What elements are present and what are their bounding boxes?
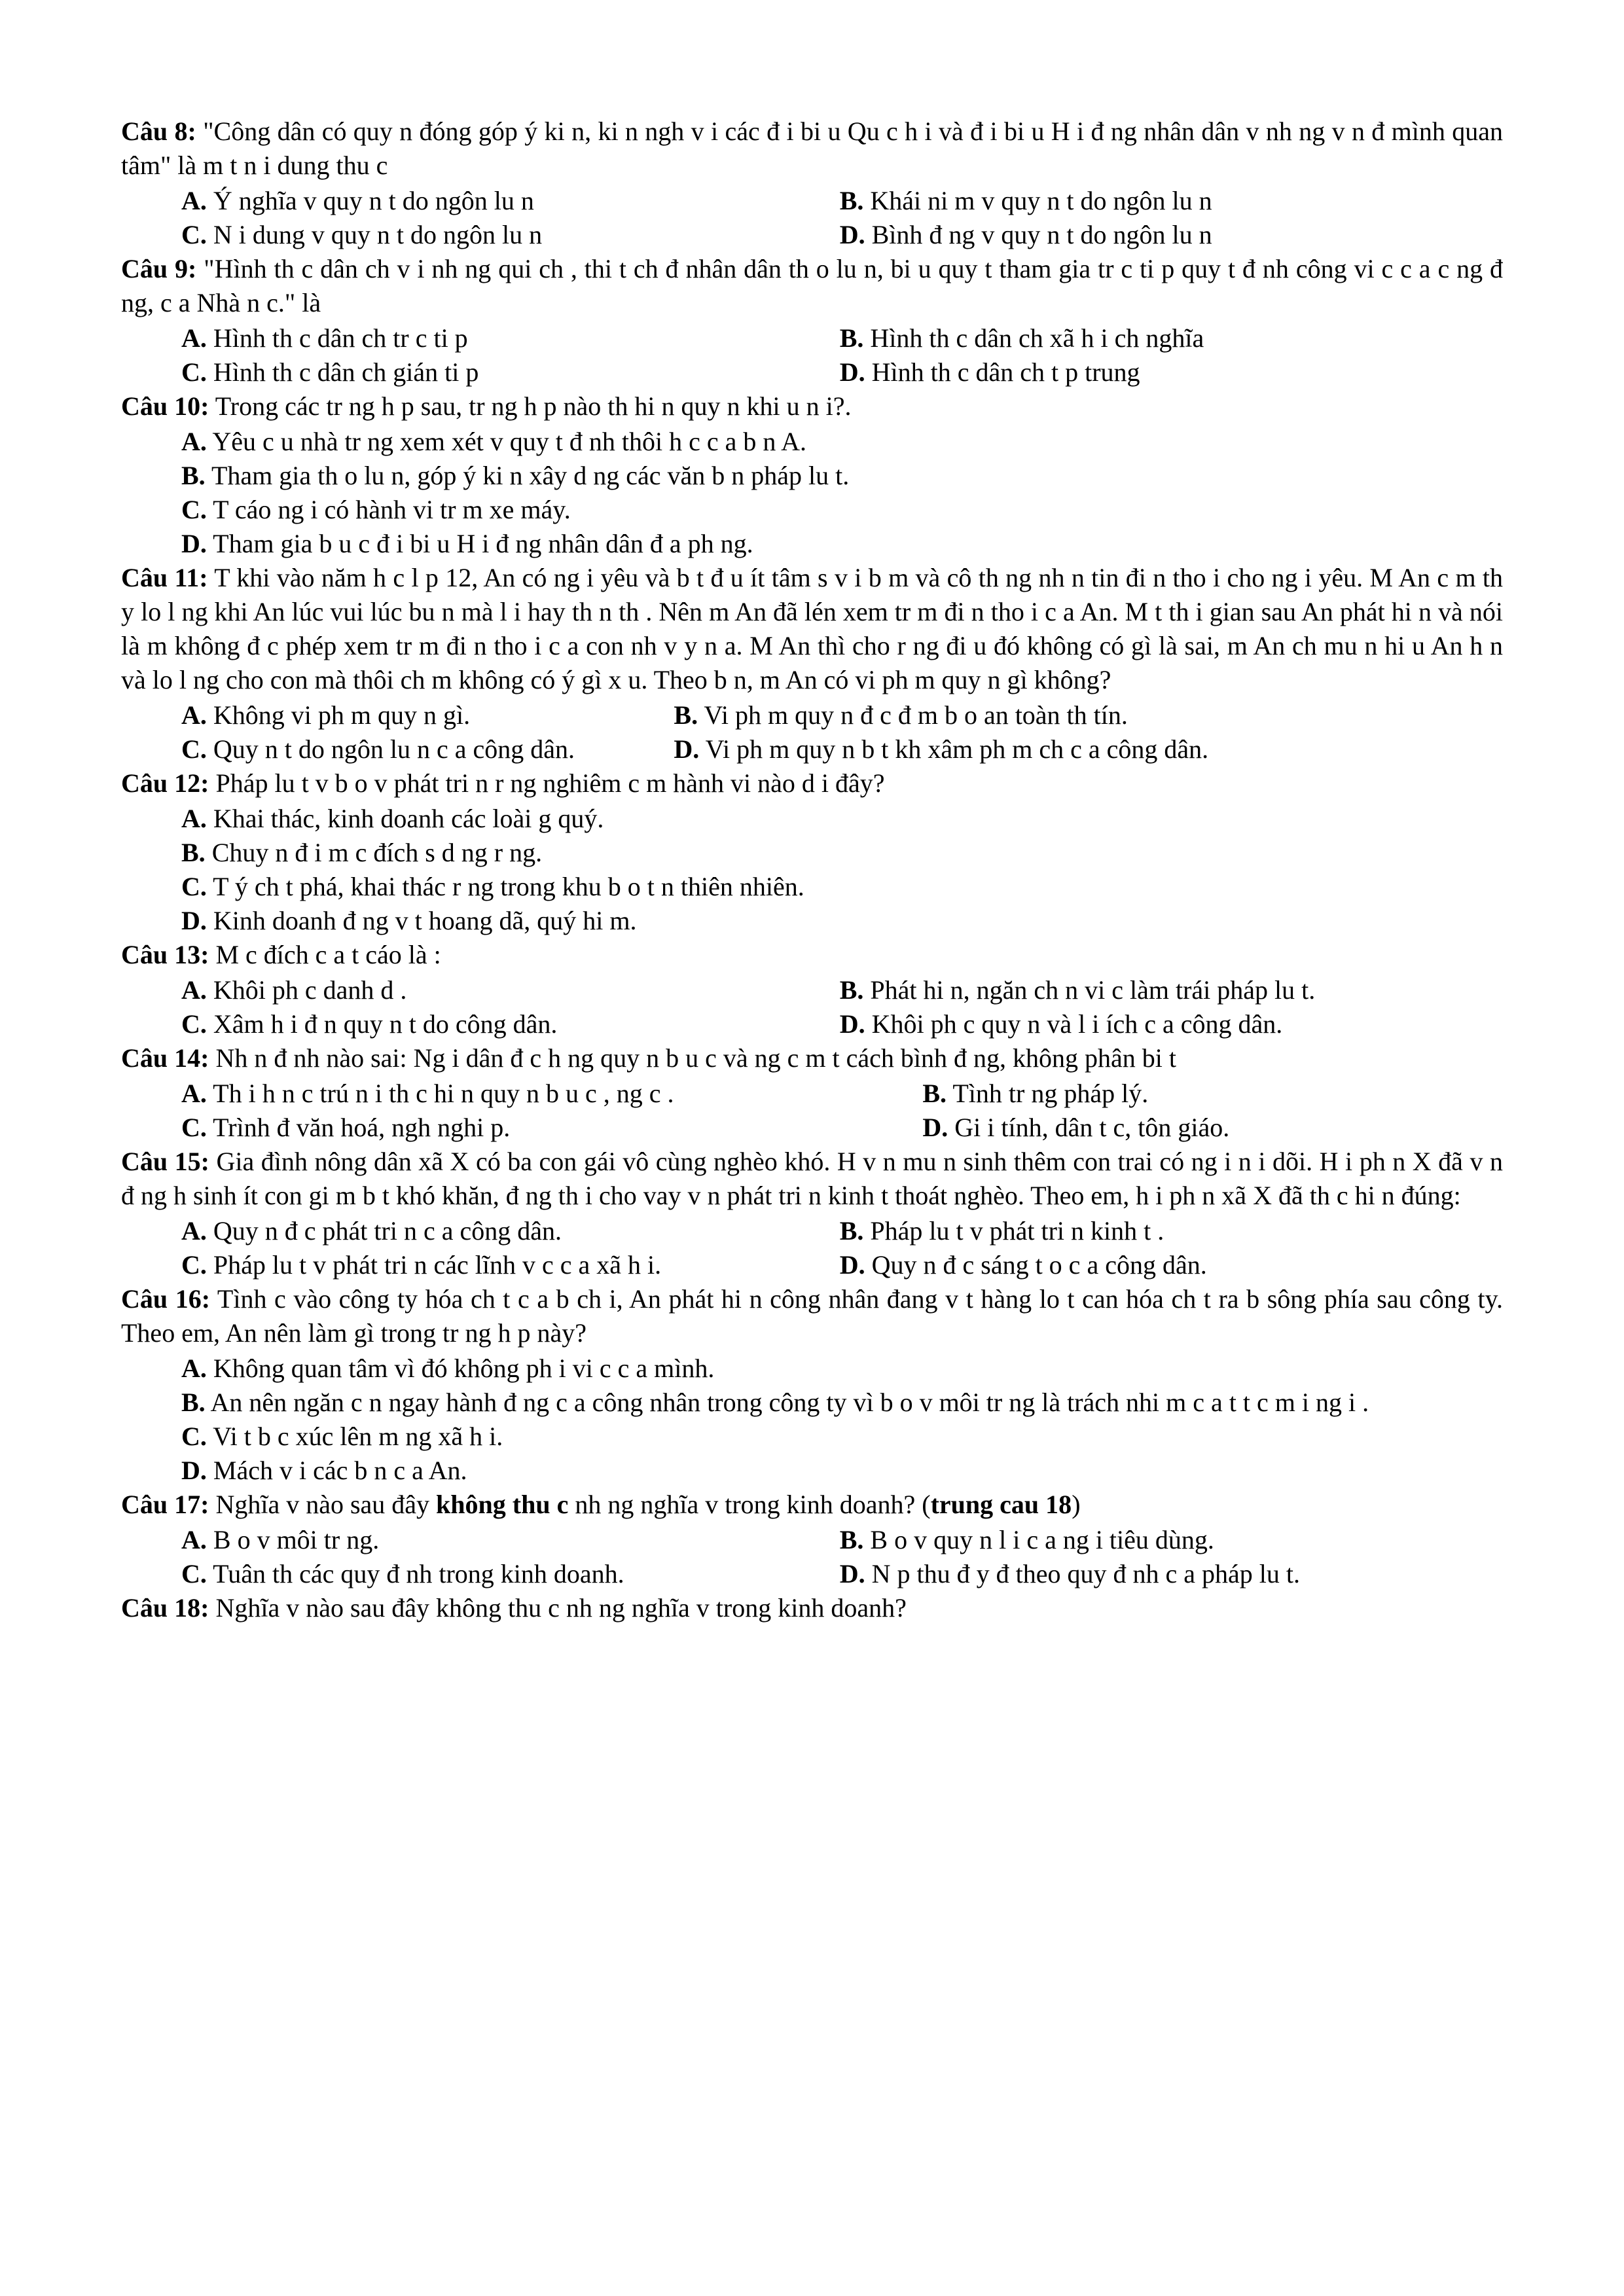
option-row [121, 1420, 1503, 1454]
option-c[interactable] [121, 355, 840, 389]
option-text: Pháp lu t v phát tri n kinh t . [870, 1216, 1164, 1246]
question-text: Nh n đ nh nào sai: Ng i dân đ c h ng quy n b u c và ng c m t cách bình đ ng, không phân bi t [215, 1043, 1176, 1073]
option-text: Hình th c dân ch tr c ti p [213, 323, 468, 353]
option-text: Khai thác, kinh doanh các loài g quý. [213, 804, 604, 833]
option-text: Không quan tâm vì đó không ph i vi c c a mình. [213, 1354, 715, 1383]
option-b[interactable] [674, 698, 1503, 732]
option-c[interactable] [121, 1111, 922, 1145]
option-d[interactable] [922, 1111, 1503, 1145]
option-text: B o v môi tr ng. [213, 1525, 380, 1554]
option-letter: D. [839, 1250, 865, 1280]
question-label: Câu 18: [121, 1593, 209, 1623]
option-a[interactable] [121, 1523, 840, 1557]
option-letter: D. [839, 1009, 865, 1039]
option-text: Khôi ph c quy n và l i ích c a công dân. [871, 1009, 1283, 1039]
option-letter: D. [181, 529, 207, 558]
option-text: Quy n t do ngôn lu n c a công dân. [213, 734, 575, 764]
question-stem [121, 1591, 1503, 1625]
option-text: T ý ch t phá, khai thác r ng trong khu b o t n thiên nhiên. [213, 872, 804, 901]
question-label: Câu 15: [121, 1147, 209, 1176]
option-letter: B. [839, 186, 864, 215]
option-text: Trình đ văn hoá, ngh nghi p. [213, 1113, 511, 1142]
option-text: Bình đ ng v quy n t do ngôn lu n [871, 220, 1212, 249]
option-letter: D. [839, 220, 865, 249]
option-a[interactable] [121, 321, 840, 355]
question-text: Tình c vào công ty hóa ch t c a b ch i, An phát hi n công nhân đang v t hàng lo t can hóa ch t ra b sông phía sau công ty. Theo em, An nên làm gì trong tr ng h p này? [121, 1284, 1504, 1348]
option-text: Pháp lu t v phát tri n các lĩnh v c c a xã h i. [213, 1250, 662, 1280]
option-letter: B. [839, 1525, 864, 1554]
option-a[interactable] [121, 973, 840, 1007]
option-row [121, 836, 1503, 870]
option-letter: B. [181, 1388, 206, 1417]
option-text: Ý nghĩa v quy n t do ngôn lu n [213, 186, 534, 215]
option-text: Mách v i các b n c a An. [213, 1456, 467, 1485]
option-text: Phát hi n, ngăn ch n vi c làm trái pháp lu t. [870, 975, 1316, 1005]
option-row [121, 184, 1503, 218]
option-row [121, 1077, 1503, 1111]
option-letter: D. [181, 1456, 207, 1485]
option-letter: B. [839, 323, 864, 353]
option-row [121, 1557, 1503, 1591]
option-row [121, 973, 1503, 1007]
option-text: Hình th c dân ch gián ti p [213, 357, 479, 387]
option-c[interactable] [121, 1248, 840, 1282]
option-text: Quy n đ c sáng t o c a công dân. [871, 1250, 1207, 1280]
option-row [121, 1523, 1503, 1557]
option-letter: B. [922, 1079, 947, 1108]
option-letter: C. [181, 357, 207, 387]
option-b[interactable] [121, 459, 1503, 493]
question-stem [121, 1488, 1503, 1522]
option-c[interactable] [121, 870, 1503, 904]
option-row [121, 493, 1503, 527]
option-letter: C. [181, 495, 207, 524]
question-label: Câu 14: [121, 1043, 209, 1073]
option-text: Vi t b c xúc lên m ng xã h i. [213, 1422, 503, 1451]
option-a[interactable] [121, 802, 1503, 836]
option-letter: A. [181, 1354, 207, 1383]
option-text: Khôi ph c danh d . [213, 975, 407, 1005]
option-letter: A. [181, 427, 207, 456]
option-text: Không vi ph m quy n gì. [213, 700, 471, 730]
option-b[interactable] [840, 973, 1503, 1007]
option-c[interactable] [121, 493, 1503, 527]
option-text: Tham gia th o lu n, góp ý ki n xây d ng các văn b n pháp lu t. [211, 461, 850, 490]
option-letter: A. [181, 700, 207, 730]
question-label: Câu 13: [121, 940, 209, 969]
option-row [121, 802, 1503, 836]
option-b[interactable] [840, 1214, 1503, 1248]
option-text: Vi ph m quy n b t kh xâm ph m ch c a công dân. [705, 734, 1209, 764]
option-b[interactable] [840, 321, 1503, 355]
option-d[interactable] [840, 1248, 1503, 1282]
question-stem [121, 938, 1503, 972]
question-stem [121, 115, 1503, 183]
option-letter: A. [181, 1079, 207, 1108]
option-d[interactable] [840, 218, 1503, 252]
option-c[interactable] [121, 1420, 1503, 1454]
question-stem [121, 561, 1503, 697]
option-letter: C. [181, 734, 207, 764]
option-text: Hình th c dân ch xã h i ch nghĩa [870, 323, 1204, 353]
question-text: "Hình th c dân ch v i nh ng qui ch , thi t ch đ nhân dân th o lu n, bi u quy t tham gia tr c ti p quy t đ nh công vi c c a c ng đ ng, c a Nhà n c." là [121, 254, 1504, 317]
question-stem [121, 1041, 1503, 1075]
option-row [121, 425, 1503, 459]
option-row [121, 355, 1503, 389]
question-text: T khi vào năm h c l p 12, An có ng i yêu và b t đ u ít tâm s v i b m và cô th ng nh n tin đi n tho i cho ng i yêu. M An c m th y lo l ng khi An lúc vui lúc bu n mà l i hay th n th . Nên m An đã lén xem tr m đi n tho i c a An. M t th i gian sau An phát hi n và nói là m không đ c phép xem tr m đi n tho i c a con nh v y n a. M An thì cho r ng đi u đó không có gì là sai, m An ch mu n hi u An h n và lo l ng cho con mà thôi ch m không có ý gì x u. Theo b n, m An có vi ph m quy n gì không? [121, 563, 1504, 694]
option-text: T cáo ng i có hành vi tr m xe máy. [213, 495, 571, 524]
option-b[interactable] [840, 1523, 1503, 1557]
option-row [121, 732, 1503, 766]
option-d[interactable] [840, 355, 1503, 389]
option-a[interactable] [121, 184, 840, 218]
option-letter: B. [674, 700, 698, 730]
question-label: Câu 10: [121, 391, 209, 421]
option-letter: A. [181, 804, 207, 833]
option-row [121, 1214, 1503, 1248]
question-text: Pháp lu t v b o v phát tri n r ng nghiêm c m hành vi nào d i đây? [215, 768, 885, 798]
option-a[interactable] [121, 425, 1503, 459]
option-letter: C. [181, 1113, 207, 1142]
option-row [121, 527, 1503, 561]
option-text: Quy n đ c phát tri n c a công dân. [213, 1216, 562, 1246]
option-text: B o v quy n l i c a ng i tiêu dùng. [870, 1525, 1214, 1554]
question-text: Nghĩa v nào sau đây không thu c nh ng nghĩa v trong kinh doanh? [215, 1593, 907, 1623]
option-letter: A. [181, 323, 207, 353]
option-letter: B. [181, 838, 206, 867]
question-text-part-5: ) [1072, 1490, 1081, 1519]
option-letter: D. [181, 906, 207, 935]
question-text: "Công dân có quy n đóng góp ý ki n, ki n ngh v i các đ i bi u Qu c h i và đ i bi u H i đ ng nhân dân v nh ng v n đ mình quan tâm" là m t n i dung thu c [121, 117, 1504, 180]
option-a[interactable] [121, 1077, 922, 1111]
option-letter: A. [181, 1525, 207, 1554]
option-letter: A. [181, 975, 207, 1005]
option-row [121, 1007, 1503, 1041]
question-label: Câu 17: [121, 1490, 209, 1519]
option-row [121, 459, 1503, 493]
option-letter: A. [181, 1216, 207, 1246]
option-letter: D. [922, 1113, 948, 1142]
option-text: Tham gia b u c đ i bi u H i đ ng nhân dân đ a ph ng. [213, 529, 753, 558]
option-text: Tuân th các quy đ nh trong kinh doanh. [213, 1559, 624, 1588]
option-c[interactable] [121, 1557, 840, 1591]
option-row [121, 904, 1503, 938]
question-stem [121, 766, 1503, 800]
option-b[interactable] [121, 836, 1503, 870]
option-letter: C. [181, 1009, 207, 1039]
option-a[interactable] [121, 698, 674, 732]
option-letter: D. [674, 734, 700, 764]
question-label: Câu 12: [121, 768, 209, 798]
option-b[interactable] [840, 184, 1503, 218]
option-row [121, 1352, 1503, 1386]
option-letter: C. [181, 220, 207, 249]
option-row [121, 1111, 1503, 1145]
question-stem [121, 389, 1503, 423]
option-text: Kinh doanh đ ng v t hoang dã, quý hi m. [213, 906, 637, 935]
question-text: M c đích c a t cáo là : [215, 940, 441, 969]
question-label: Câu 8: [121, 117, 196, 146]
option-a[interactable] [121, 1214, 840, 1248]
question-text: Gia đình nông dân xã X có ba con gái vô cùng nghèo khó. H v n mu n sinh thêm con trai có ng i n i dõi. H i ph n X đã v n đ ng h sinh ít con gi m b t khó khăn, đ ng th i cho vay v n phát tri n kinh t thoát nghèo. Theo em, h i ph n xã X đã th c hi n đúng: [121, 1147, 1503, 1210]
question-stem [121, 252, 1503, 320]
option-letter: C. [181, 1250, 207, 1280]
option-text: Chuy n đ i m c đích s d ng r ng. [211, 838, 543, 867]
option-letter: C. [181, 1422, 207, 1451]
option-a[interactable] [121, 1352, 1503, 1386]
option-d[interactable] [840, 1007, 1503, 1041]
option-text: N i dung v quy n t do ngôn lu n [213, 220, 543, 249]
option-d[interactable] [840, 1557, 1503, 1591]
option-b[interactable] [121, 1386, 1503, 1420]
option-text: N p thu đ y đ theo quy đ nh c a pháp lu t. [871, 1559, 1300, 1588]
option-text: Th i h n c trú n i th c hi n quy n b u c , ng c . [213, 1079, 674, 1108]
question-label: Câu 9: [121, 254, 197, 283]
option-row [121, 1386, 1503, 1420]
option-row [121, 870, 1503, 904]
question-text-part-4: trung cau 18 [930, 1490, 1072, 1519]
option-row [121, 321, 1503, 355]
option-letter: A. [181, 186, 207, 215]
option-c[interactable] [121, 732, 674, 766]
option-text: Khái ni m v quy n t do ngôn lu n [870, 186, 1212, 215]
option-text: An nên ngăn c n ngay hành đ ng c a công nhân trong công ty vì b o v môi tr ng là trách nhi m c a t t c m i ng i . [210, 1388, 1369, 1417]
option-row [121, 1454, 1503, 1488]
question-text-part-2: không thu c [436, 1490, 569, 1519]
option-row [121, 218, 1503, 252]
option-text: Hình th c dân ch t p trung [871, 357, 1140, 387]
option-letter: B. [839, 975, 864, 1005]
question-stem [121, 1282, 1503, 1350]
option-letter: D. [839, 1559, 865, 1588]
option-row [121, 1248, 1503, 1282]
question-text-part-3: nh ng nghĩa v trong kinh doanh? ( [568, 1490, 931, 1519]
option-text: Tình tr ng pháp lý. [952, 1079, 1149, 1108]
option-b[interactable] [922, 1077, 1503, 1111]
option-d[interactable] [674, 732, 1503, 766]
question-text: Trong các tr ng h p sau, tr ng h p nào th hi n quy n khi u n i?. [215, 391, 852, 421]
question-stem [121, 1145, 1503, 1213]
option-letter: B. [839, 1216, 864, 1246]
option-text: Yêu c u nhà tr ng xem xét v quy t đ nh thôi h c c a b n A. [212, 427, 807, 456]
option-letter: C. [181, 1559, 207, 1588]
option-text: Gi i tính, dân t c, tôn giáo. [954, 1113, 1230, 1142]
option-d[interactable] [121, 527, 1503, 561]
option-d[interactable] [121, 904, 1503, 938]
question-label: Câu 16: [121, 1284, 211, 1314]
option-letter: C. [181, 872, 207, 901]
option-letter: D. [839, 357, 865, 387]
question-text-part-1: Nghĩa v nào sau đây [215, 1490, 437, 1519]
option-text: Vi ph m quy n đ c đ m b o an toàn th tín. [704, 700, 1128, 730]
question-label: Câu 11: [121, 563, 208, 592]
option-row [121, 698, 1503, 732]
option-c[interactable] [121, 1007, 840, 1041]
option-c[interactable] [121, 218, 840, 252]
option-text: Xâm h i đ n quy n t do công dân. [213, 1009, 558, 1039]
option-letter: B. [181, 461, 206, 490]
option-d[interactable] [121, 1454, 1503, 1488]
